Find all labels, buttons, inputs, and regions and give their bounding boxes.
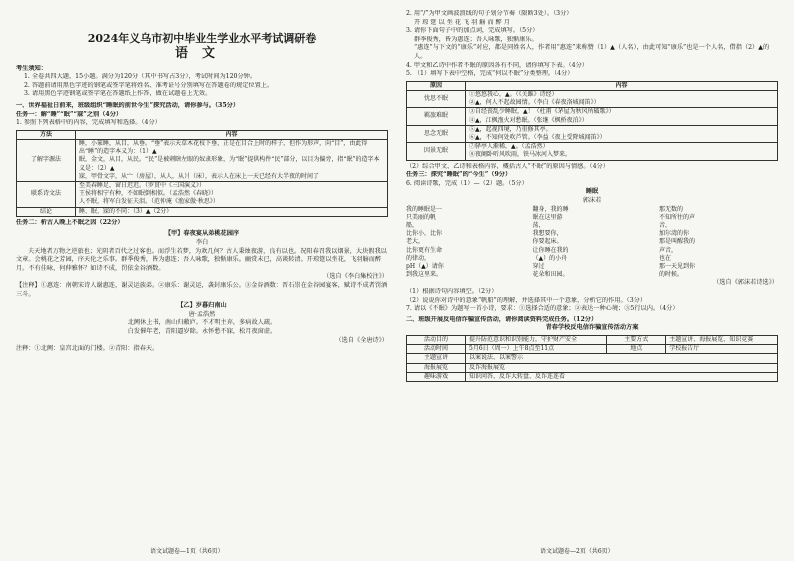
poem-line: 我想要你， <box>532 230 563 238</box>
poem-line: 那无数的 <box>658 205 683 213</box>
instructions-heading: 考生须知： <box>16 64 47 72</box>
table-header: 内容 <box>466 81 778 90</box>
question-2: 2. 用“/”为甲文画波浪线的句子划分节奏（限断3处）。（3分） <box>406 10 573 17</box>
poem-column <box>406 206 525 280</box>
content-line: ③自经丧乱少睡眠，▲！（杜甫《茅屋为秋风所破歌》） <box>469 108 615 116</box>
content-line: ①悠悠我心，▲。（《关雎》诗经） <box>469 90 558 98</box>
plan-value: 学校报告厅 <box>666 345 778 354</box>
table-header: 方法 <box>17 130 76 139</box>
exam-title: 2024年义乌市初中毕业生学业水平考试调研卷 <box>87 32 317 45</box>
poem-line: 穿过 <box>532 262 545 270</box>
exam-subject: 语文 <box>174 46 229 61</box>
poem-author: 郭沫若 <box>582 196 602 204</box>
content-line: 眠，金文，从目，从民。“民”是被刺瞎左眼的奴隶形象，为“眠”提供构件“民”部分，以目为偏旁，指“眠”的造字本义是：（2）▲ <box>79 156 380 172</box>
poem-line: 你要起床。 <box>532 238 563 246</box>
poem-body <box>406 206 778 280</box>
poem-line: 我的睡眠是一只美丽的帆船， <box>406 205 443 229</box>
question-3: 3. 请你下面句子中的加点词，完成填写。（5分） <box>406 27 539 35</box>
poem-line: 花朵和田园。 <box>532 271 569 279</box>
section1-heading: 一、世界福祉日前来，班级组织“睡眠的前世今生”探究活动，请你参与。（35分） <box>16 101 240 109</box>
table-content-cell <box>466 143 778 160</box>
plan-label: 海报展览 <box>407 363 466 372</box>
plan-label: 趣味游戏 <box>407 372 466 381</box>
passage-b-heading: 【乙】岁暮归南山 <box>177 302 227 310</box>
task3-label: 任务三：探究“睡眠”的“今生”（9分） <box>406 171 512 179</box>
left-column <box>16 10 388 354</box>
plan-table <box>406 335 778 382</box>
question-5-2: （2）综合甲文、乙诗和表格内容，概括古人“不眠”的原因与情感。（4分） <box>406 162 609 170</box>
content-line: 王侯将相宁有种，不如眠倒相似。（孟浩然《春晓》） <box>79 190 218 198</box>
plan-label: 地点 <box>607 345 666 354</box>
table-content-cell: 睡、眠、寐的不同：（3）▲（2分） <box>76 207 388 216</box>
content-line: ②▲，何人不起故园情。（李白《春夜洛城闻笛》） <box>469 99 600 107</box>
passage-a-author: 李白 <box>195 238 209 246</box>
passage-a-text: 夫天地者万物之逆旅也；光阴者百代之过客也。而浮生若梦，为欢几何？古人秉烛夜游，良有以也。况阳春召我以烟景，大块假我以文章。会桃花之芳园，序天伦之乐事。群季俊秀，皆为惠连；吾人咏歌，独惭康乐。幽赏未已，高谈转清。开琼筵以坐花，飞羽觞而醉月。不有佳咏，何伸雅怀？如诗不成，罚依金谷酒数。 <box>16 247 387 272</box>
poem-line: 翻身，我的睡眠在这里游荡， <box>532 205 569 229</box>
table-content-cell <box>76 181 388 207</box>
question-6-2: （2）说说你对诗中的意象“帆船”的理解，并选择其中一个意象，分析它的作用。（3分） <box>406 296 647 304</box>
question-2-text: 开 琼 筵 以 坐 花 飞 羽 觞 而 醉 月 <box>414 18 510 26</box>
plan-value: 5月6日（周一）上午8点至11点 <box>466 345 607 354</box>
table-cause-cell: 忧思不眠 <box>407 90 466 107</box>
passage-b-line: 白发催年老，青阳逼岁除。永怀愁不寐，松月夜窗虚。 <box>127 327 277 335</box>
table-content-cell <box>76 139 388 181</box>
plan-value: 主题宣讲、海报展览、知识竞赛 <box>666 335 778 344</box>
passage-b-author: 唐·孟浩然 <box>188 310 216 318</box>
passage-a-source: （选自《李白集校注》） <box>323 273 388 281</box>
question-5: 5. （1）填写下表中空格，完成“何以不眠”分类整理。（4分） <box>406 70 574 78</box>
passage-b-line: 北阙休上书，南山归敝庐。不才明主弃，多病故人疏。 <box>127 319 277 327</box>
method-table <box>16 130 388 217</box>
instruction-item: 3. 请用黑色字迹钢笔或签字笔在答题纸上作答，做在试题卷上无效。 <box>24 90 212 98</box>
plan-value: 知识问答、反诈大转盘、反诈连连看 <box>466 372 778 381</box>
instruction-item: 2. 答题前请用黑色字迹的钢笔或签字笔将姓名、准考证号分别填写在答题卷的规定位置上。 <box>24 81 274 89</box>
task2-label: 任务二：析古人晚上不眠之因（22分） <box>16 218 124 226</box>
table-method-cell: 联系诗文法 <box>17 181 76 207</box>
question-3-words: 群季俊秀，皆为惠连；吾人咏歌，独惭康乐。 <box>414 35 538 43</box>
plan-row <box>407 345 778 354</box>
plan-label: 活动时间 <box>407 345 466 354</box>
table-cause-cell: 因景无眠 <box>407 143 466 160</box>
poem-line: pH（▲）请你到我这里来。 <box>406 262 444 279</box>
poem-line: 比你更有生命的律动， <box>406 246 443 262</box>
table-content-cell <box>466 125 778 142</box>
instruction-item: 1. 全卷共四大题，15小题。满分为120分（其中书写占3分），考试时间为120分钟。 <box>24 73 257 81</box>
plan-value: 提升防范意识和识别能力，守护财产安全 <box>466 335 607 344</box>
poem-line: 那一天见到你的时候。 <box>658 262 695 279</box>
plan-value: 以案说法、以案警示 <box>466 354 778 363</box>
question-6: 6. 阅读诗歌，完成（1）—（2）题。（5分） <box>406 179 528 187</box>
table-method-cell: 结论 <box>17 207 76 216</box>
table-content-cell <box>466 108 778 125</box>
content-line: ⑥▲，不知何处吹芦管。（李益《夜上受降城闻笛》） <box>469 133 606 141</box>
plan-row <box>407 363 778 372</box>
content-line: 寐，甲骨文字，从宀（房屋），从人，从爿（床），表示人在床上一天已经有大半夜的时间了 <box>79 172 320 180</box>
content-line: 人不眠，将军白发征夫泪。（范仲淹《渔家傲·秋思》） <box>79 198 219 206</box>
content-line: 至美春睡足，窗日迟迟。（罗贯中《三国演义》） <box>79 181 206 189</box>
poem-line: 比你小，比你老大， <box>406 230 443 246</box>
task1-label: 任务一：解“睡”“眠”“寐”之别（4分） <box>16 110 123 118</box>
passage-a-note: 【注释】①惠连：南朝宋诗人谢惠连，谢灵运族弟。②康乐：谢灵运，袭封康乐公。③金谷酒数：晋石崇在金谷园宴客，赋诗不成者罚酒三斗。 <box>16 281 388 298</box>
passage-a-heading: 【甲】春夜宴从弟桃花园序 <box>164 230 240 238</box>
table-header: 原因 <box>407 81 466 90</box>
content-line: ⑤▲，起视四境，乃重修其亭。 <box>469 125 552 133</box>
cause-table <box>406 81 778 161</box>
content-line: ⑧夜阑卧听风吹雨，铁马冰河入梦来。 <box>469 151 572 159</box>
page-footer-right: 语文试题卷—2页（共6页） <box>540 548 614 555</box>
table-cause-cell: 羁旅难眠 <box>407 108 466 125</box>
question-3-explain: “惠连”与下文的“康乐”对应，都是同姓名人，作者用“惠连”来称赞（1）▲（人名），由此可知“康乐”也是一个人名，借指（2）▲的人。 <box>414 44 770 60</box>
content-line: ④▲，江枫渔火对愁眠。（张继《枫桥夜泊》） <box>469 116 588 124</box>
passage-b-note: 注释：①北阙：皇宫北面的门楼。②青阳：指春天。 <box>16 345 159 353</box>
content-line: ⑦驿亭人渐稀，▲。（孟浩然） <box>469 143 549 151</box>
plan-row <box>407 335 778 344</box>
plan-label: 活动目的 <box>407 335 466 344</box>
section2-heading: 二、班级开展反电信诈骗宣传活动，请你阅读资料完成任务。（12分） <box>406 315 598 323</box>
content-line: 睡，小篆睡，从目，从垂。“垂”表示天草木花枝下垂，正是在目合上时的样子，但作为形声，向“目”，由此得出“睡”的造字本义为：（1）▲ <box>79 139 368 156</box>
plan-row <box>407 354 778 363</box>
plan-title: 青春学校反电信诈骗宣传活动方案 <box>545 324 639 332</box>
poem-line: 不知所往的声音， <box>658 213 695 229</box>
poem-line: 也在 <box>658 254 671 262</box>
question-4: 4. 甲文和乙诗中作者不眠的原因各有不同，请你填写下表。（4分） <box>406 61 588 69</box>
question-1: 1. 参照下列表格中的内容，完成填写和选择。（4分） <box>16 119 161 127</box>
plan-label: 主要方式 <box>607 335 666 344</box>
poem-column <box>659 206 778 280</box>
poem-line: 加尔湾的你 <box>658 230 689 238</box>
poem-line: 让你睡在我的（▲）的小舟 <box>532 246 569 262</box>
table-method-cell: 了解字源法 <box>17 139 76 181</box>
table-header: 内容 <box>76 130 388 139</box>
passage-b-source: （选自《全唐诗》） <box>335 336 388 344</box>
poem-source: （选自《郭沫若诗选》） <box>713 279 778 287</box>
plan-label: 主题宣讲 <box>407 354 466 363</box>
plan-row <box>407 372 778 381</box>
right-column <box>406 10 778 384</box>
table-content-cell <box>466 90 778 107</box>
question-7: 7. 请以《不眠》为题写一首小诗，要求：①选择合适的意象；②表达一种心境；③5行以内。（4分） <box>406 305 679 313</box>
poem-title: 睡眠 <box>585 188 599 196</box>
plan-value: 反诈海报展览 <box>466 363 778 372</box>
table-cause-cell: 思念无眠 <box>407 125 466 142</box>
question-6-1: （1）根据诗句内容填空。（2分） <box>406 287 498 295</box>
poem-column <box>532 206 651 280</box>
poem-line: 那是叫醒我的声音， <box>658 238 695 254</box>
page-footer-left: 语文试题卷—1页（共6页） <box>150 548 224 555</box>
